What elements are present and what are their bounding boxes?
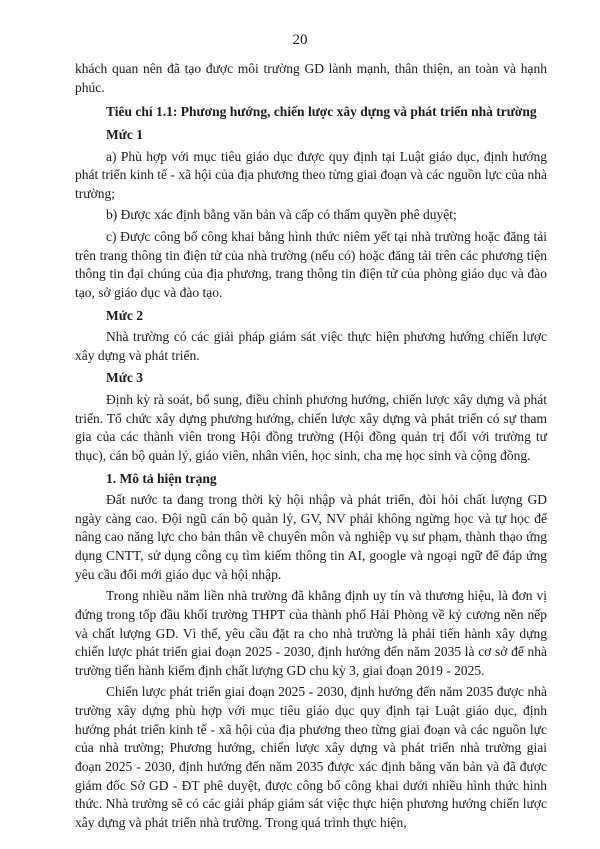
page-number: 20 <box>292 32 308 48</box>
paragraph: Đất nước ta đang trong thời kỳ hội nhập và phát triển, đòi hỏi chất lượng GD ngày càng cao. Đội ngũ cán bộ quản lý, GV, NV phải không ngừng học và tự học để nâng cao năng lực cho bản thân về chuyên môn và nghiệp vụ sư phạm, thành thạo ứng dụng CNTT, sử dụng công cụ tìm kiếm thông tin AI, google và ngoại ngữ để đáp ứng yêu cầu đổi mới giáo dục và hội nhập. <box>75 492 547 582</box>
paragraph: Định kỳ rà soát, bổ sung, điều chỉnh phương hướng, chiến lược xây dựng và phát triển. Tổ chức xây dựng phương hướng, chiến lược xây dựng và phát triển có sự tham gia của các thành viên trong Hội đồng trường (Hội đồng quản trị đối với trường tư thục), cán bộ quản lý, giáo viên, nhân viên, học sinh, cha mẹ học sinh và cộng đồng. <box>75 392 547 463</box>
level-2-heading: Mức 2 <box>106 307 143 323</box>
level-1-heading: Mức 1 <box>106 126 143 142</box>
section-heading: 1. Mô tả hiện trạng <box>106 470 217 486</box>
paragraph: Trong nhiều năm liền nhà trường đã khẳng định uy tín và thương hiệu, là đơn vị đứng trong tốp đầu khối trường THPT của thành phố Hải Phòng về kỷ cương nền nếp và chất lượng GD. Vì thế, yêu cầu đặt ra cho nhà trường là phải tiến hành xây dựng chiến lược phát triển giai đoạn 2025 - 2030, định hướng đến năm 2035 là cơ sở để nhà trường tiến hành kiểm định chất lượng GD chu kỳ 3, giai đoạn 2019 - 2025. <box>75 588 547 678</box>
level-3-heading: Mức 3 <box>106 370 143 386</box>
paragraph: khách quan nên đã tạo được môi trường GD lành mạnh, thân thiện, an toàn và hạnh phúc. <box>75 61 547 95</box>
paragraph: c) Được công bố công khai bằng hình thức niêm yết tại nhà trường hoặc đăng tải trên trang thông tin điện tử của nhà trường (nếu có) hoặc đăng tải trên các phương tiện thông tin đại chúng của địa phương, trang thông tin điện tử của phòng giáo dục và đào tạo, sở giáo dục và đào tạo. <box>75 229 547 300</box>
document-body <box>75 60 547 835</box>
criterion-heading: Tiêu chí 1.1: Phương hướng, chiến lược xây dựng và phát triển nhà trường <box>106 104 537 120</box>
paragraph: a) Phù hợp với mục tiêu giáo dục được quy định tại Luật giáo dục, định hướng phát triển kinh tế - xã hội của địa phương theo từng giai đoạn và các nguồn lực của nhà trường; <box>75 148 547 201</box>
paragraph: b) Được xác định bằng văn bản và cấp có thẩm quyền phê duyệt; <box>106 207 457 223</box>
paragraph: Nhà trường có các giải pháp giám sát việc thực hiện phương hướng chiến lược xây dựng và phát triển. <box>75 329 547 363</box>
paragraph: Chiến lược phát triển giai đoạn 2025 - 2030, định hướng đến năm 2035 được nhà trường xây dựng phù hợp với mục tiêu giáo dục quy định tại Luật giáo dục, định hướng phát triển kinh tế - xã hội của địa phương theo từng giai đoạn và các nguồn lực của nhà trường; Phương hướng, chiến lược xây dựng và phát triển nhà trường giai đoạn 2025 - 2030, định hướng đến năm 2035 được xác định bằng văn bản và đã được giám đốc Sở GD - ĐT phê duyệt, được công bố công khai dưới nhiều hình thức hình thức. Nhà trường sẽ có các giải pháp giám sát việc thực hiện phương hướng chiến lược xây dựng và phát triển nhà trường. Trong quá trình thực hiện, <box>75 684 547 830</box>
